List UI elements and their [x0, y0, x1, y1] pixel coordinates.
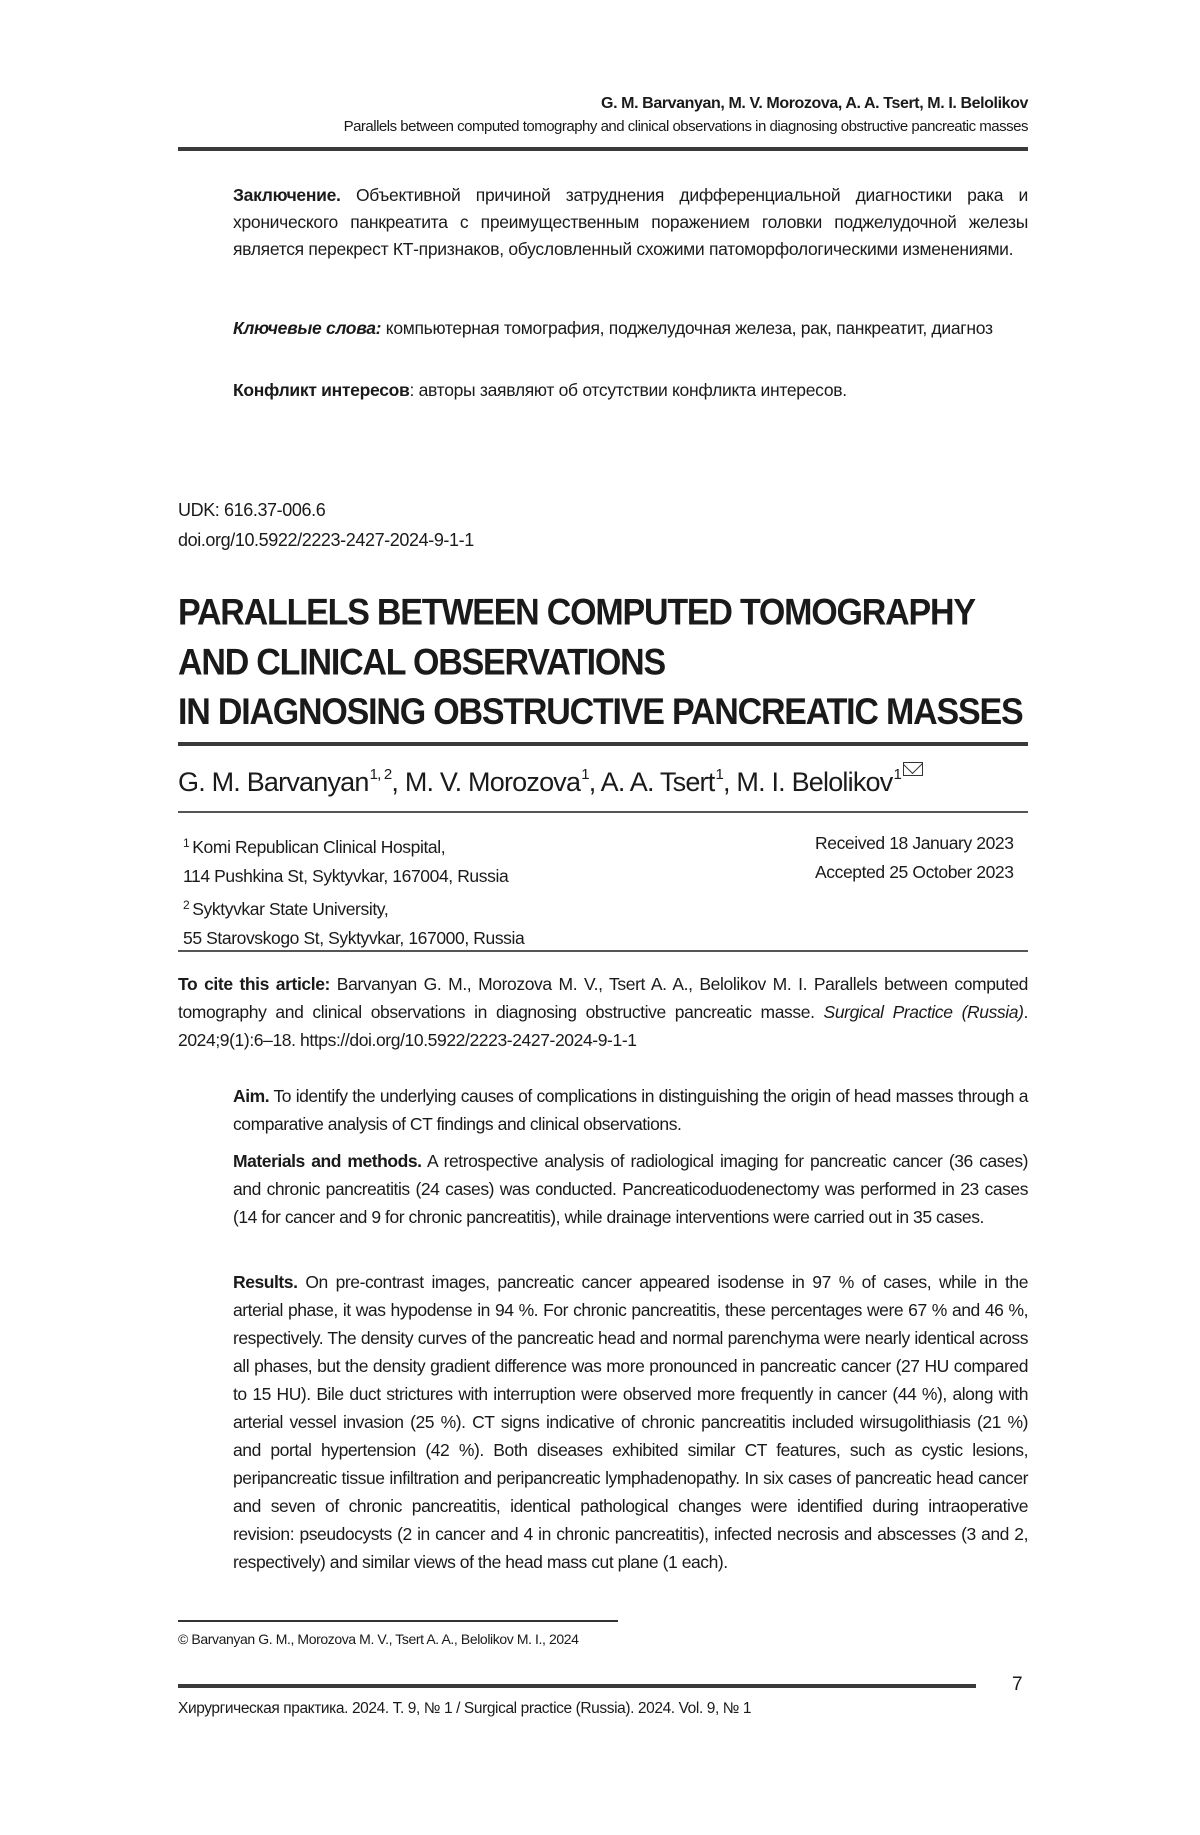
author-name: M. I. Belolikov	[736, 767, 893, 797]
author-affiliation-sup: 1	[581, 766, 589, 783]
author-name: A. A. Tsert	[600, 767, 715, 797]
page-number: 7	[1012, 1674, 1023, 1695]
affiliations-divider	[178, 950, 1028, 952]
aim-label: Aim.	[233, 1086, 270, 1106]
abstract-results	[233, 1268, 1028, 1576]
russian-conflict	[233, 377, 1028, 404]
keywords-label: Ключевые слова:	[233, 318, 382, 338]
methods-text: A retrospective analysis of radiological imaging for pancreatic cancer (36 cases) and chronic pancreatitis (24 cases) was conducted. Pancreaticoduodenectomy was performed in 23 cases (14 for cancer and 9 for chronic pancreatitis), while drainage interventions were carried out in 35 cases.	[233, 1151, 1028, 1227]
article-title	[178, 588, 1028, 737]
author-affiliation-sup: 1	[715, 766, 723, 783]
russian-keywords	[233, 315, 1028, 342]
abstract-methods	[233, 1147, 1028, 1231]
envelope-icon[interactable]	[903, 762, 923, 776]
title-line: AND CLINICAL OBSERVATIONS	[178, 642, 665, 684]
conclusion-text: Объективной причиной затруднения дифференциальной диагностики рака и хронического панкреатита с преимущественным поражением головки поджелудочной железы является перекрест КТ-признаков, обусловленный схожими патоморфологическими изменениями.	[233, 185, 1028, 259]
affiliations	[183, 829, 524, 953]
conflict-label: Конфликт интересов	[233, 380, 410, 400]
running-header	[344, 95, 1028, 135]
affiliation-sup: 2	[183, 898, 190, 912]
author-list: G. M. Barvanyan$^{1, 2}$, M. V. Morozova$^1$, A. A. Tsert$^1$, M. I. Belolikov$^1$	[178, 762, 923, 798]
affiliation-name: Komi Republican Clinical Hospital,	[192, 837, 446, 857]
citation-text: Barvanyan G. M., Morozova M. V., Tsert A. A., Belolikov M. I. Parallels between computed tomography and clinical observations in diagnosing obstructive pancreatic masse.	[178, 974, 1029, 1022]
affiliation-address: 55 Starovskogo St, Syktyvkar, 167000, Russia	[183, 928, 525, 948]
running-header-title: Parallels between computed tomography and clinical observations in diagnosing obstructive pancreatic masses	[343, 118, 1028, 135]
udk-code: UDK: 616.37-006.6	[178, 500, 326, 520]
journal-footer: Хирургическая практика. 2024. Т. 9, № 1 / Surgical practice (Russia). 2024. Vol. 9, № 1	[178, 1700, 752, 1717]
conflict-text: : авторы заявляют об отсутствии конфликта интересов.	[409, 380, 847, 400]
keywords-text: компьютерная томография, поджелудочная железа, рак, панкреатит, диагноз	[385, 318, 993, 338]
header-divider	[178, 147, 1028, 151]
doi-link[interactable]: doi.org/10.5922/2223-2427-2024-9-1-1	[178, 530, 474, 550]
copyright-divider	[178, 1620, 618, 1622]
methods-label: Materials and methods.	[233, 1151, 422, 1171]
author-affiliation-sup: 1, 2	[369, 766, 392, 783]
affiliation-sup: 1	[183, 836, 190, 850]
copyright: © Barvanyan G. M., Morozova M. V., Tsert A. A., Belolikov M. I., 2024	[178, 1631, 579, 1647]
running-header-authors: G. M. Barvanyan, M. V. Morozova, A. A. Tsert, M. I. Belolikov	[601, 95, 1028, 112]
abstract-aim	[233, 1082, 1028, 1138]
aim-text: To identify the underlying causes of complications in distinguishing the origin of head masses through a comparative analysis of CT findings and clinical observations.	[233, 1086, 1028, 1134]
article-dates	[815, 829, 1014, 887]
citation-journal: Surgical Practice (Russia)	[823, 1002, 1024, 1022]
author-name: G. M. Barvanyan	[178, 767, 369, 797]
citation-label: To cite this article:	[178, 974, 330, 994]
udk-block	[178, 495, 474, 555]
citation	[178, 970, 1028, 1054]
results-text: On pre-contrast images, pancreatic cancer appeared isodense in 97 % of cases, while in the arterial phase, it was hypodense in 94 %. For chronic pancreatitis, these percentages were 67 % and 46 %, respectively. The density curves of the pancreatic head and normal parenchyma were nearly identical across all phases, but the density gradient difference was more pronounced in pancreatic cancer (27 HU compared to 15 HU). Bile duct strictures with interruption were observed more frequently in cancer (44 %), along with arterial vessel invasion (25 %). CT signs indicative of chronic pancreatitis included wirsugolithiasis (21 %) and portal hypertension (42 %). Both diseases exhibited similar CT features, such as cystic lesions, peripancreatic tissue infiltration and peripancreatic lymphadenopathy. In six cases of pancreatic head cancer and seven of chronic pancreatitis, identical pathological changes were identified during intraoperative revision: pseudocysts (2 in cancer and 4 in chronic pancreatitis), infected necrosis and abscesses (3 and 2, respectively) and similar views of the head mass cut plane (1 each).	[233, 1272, 1028, 1572]
authors-divider	[178, 811, 1028, 813]
author-affiliation-sup: 1	[893, 766, 901, 783]
results-label: Results.	[233, 1272, 298, 1292]
title-line: IN DIAGNOSING OBSTRUCTIVE PANCREATIC MASSES	[178, 691, 1023, 733]
title-line: PARALLELS BETWEEN COMPUTED TOMOGRAPHY	[178, 592, 975, 634]
received-date: Received 18 January 2023	[815, 833, 1014, 853]
citation-tail: . 2024;9(1):6–18. https://doi.org/10.5922/2223-2427-2024-9-1-1	[178, 1002, 1028, 1050]
affiliation-name: Syktyvkar State University,	[192, 899, 389, 919]
accepted-date: Accepted 25 October 2023	[815, 862, 1014, 882]
title-divider	[178, 742, 1028, 746]
russian-conclusion	[233, 182, 1028, 263]
footer-divider	[178, 1684, 976, 1688]
affiliation-address: 114 Pushkina St, Syktyvkar, 167004, Russia	[183, 866, 509, 886]
conclusion-label: Заключение.	[233, 185, 341, 205]
author-name: M. V. Morozova	[404, 767, 581, 797]
